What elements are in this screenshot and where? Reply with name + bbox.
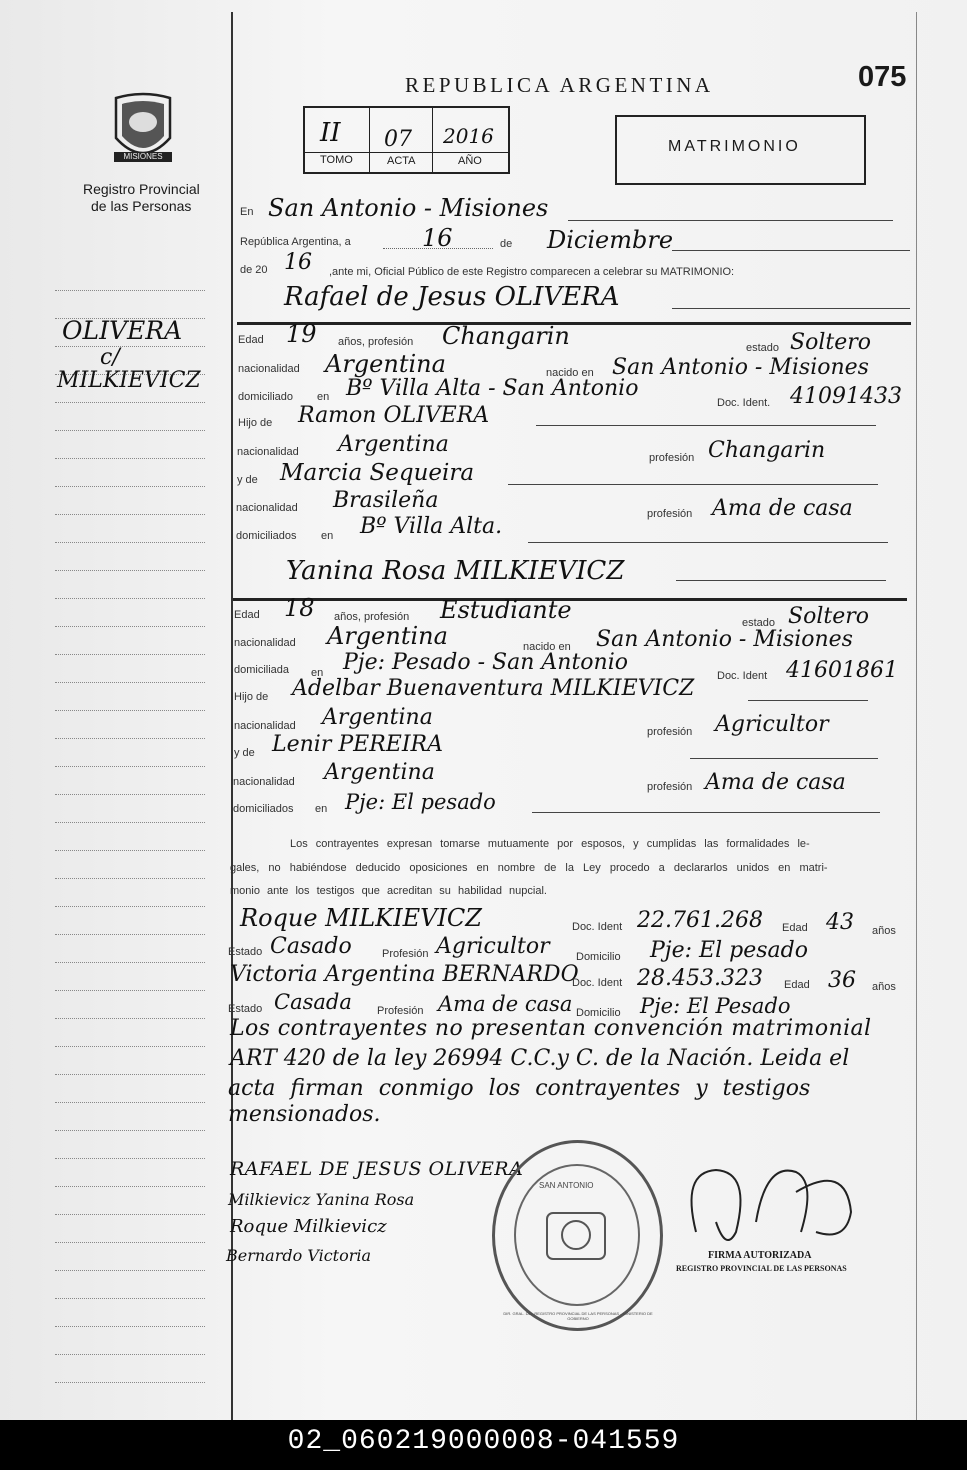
- margin-ruled-line: [55, 1270, 205, 1271]
- country-heading: REPUBLICA ARGENTINA: [405, 73, 714, 97]
- bride-parents-address: Pje: El pesado: [345, 790, 496, 814]
- signature-bride: Milkievicz Yanina Rosa: [228, 1190, 415, 1209]
- bride-mother-profession: Ama de casa: [705, 770, 846, 795]
- bride-mother-nat-label: nacionalidad: [233, 776, 295, 788]
- bride-mother-nationality: Argentina: [324, 760, 435, 785]
- groom-father-label: Hijo de: [238, 417, 273, 429]
- groom-domicile-label: domiciliado: [238, 391, 294, 403]
- groom-born-in: San Antonio - Misiones: [612, 355, 869, 380]
- margin-note-line2: c/: [100, 345, 120, 370]
- margin-ruled-line: [55, 1242, 205, 1243]
- margin-ruled-line: [55, 458, 205, 459]
- stamp-center-text: SAN ANTONIO: [539, 1181, 594, 1190]
- margin-ruled-line: [55, 710, 205, 711]
- witness1-doc-label: Doc. Ident: [572, 921, 623, 933]
- bride-nationality-label: nacionalidad: [234, 637, 296, 649]
- groom-profession-label: años, profesión: [338, 336, 414, 348]
- bride-father-nationality: Argentina: [322, 705, 433, 730]
- margin-ruled-line: [55, 1046, 205, 1047]
- margin-note-line3: MILKIEVICZ: [57, 368, 201, 393]
- groom-mother-prof-label: profesión: [647, 508, 693, 520]
- acta-label: ACTA: [387, 155, 416, 167]
- bride-father-prof-label: profesión: [647, 726, 693, 738]
- bride-parents-domicile-en: en: [315, 803, 328, 815]
- witness1-estado: Casado: [270, 934, 352, 959]
- bride-mother-line: [690, 758, 878, 759]
- year-value: 16: [284, 250, 312, 275]
- witness1-doc: 22.761.268: [637, 908, 763, 933]
- witness1-edad-label: Edad: [782, 922, 808, 934]
- month: Diciembre: [547, 226, 674, 254]
- declaration-line2: gales, no habiéndose deducido oposiciones en nombre de la Ley procedo a declararlos unidos en matri-: [230, 862, 828, 874]
- bride-estado-label: estado: [742, 617, 776, 629]
- bride-nationality: Argentina: [327, 622, 448, 650]
- groom-address: Bº Villa Alta - San Antonio: [346, 376, 639, 401]
- republica-label: República Argentina, a: [240, 236, 351, 248]
- groom-parents-address: Bº Villa Alta.: [360, 514, 503, 539]
- groom-name: Rafael de Jesus OLIVERA: [284, 282, 620, 312]
- official-signature-icon: [676, 1152, 866, 1262]
- bride-parents-address-line: [532, 812, 880, 813]
- bride-domicile-en: en: [311, 667, 324, 679]
- margin-ruled-line: [55, 598, 205, 599]
- notes-line3: acta firman conmigo los contrayentes y testigos: [228, 1076, 811, 1101]
- witness2-estado: Casada: [274, 990, 352, 1014]
- signature-witness1: Roque Milkievicz: [230, 1216, 387, 1237]
- margin-ruled-line: [55, 934, 205, 935]
- margin-ruled-line: [55, 1214, 205, 1215]
- witness2-dom-label: Domicilio: [576, 1007, 621, 1019]
- margin-ruled-line: [55, 654, 205, 655]
- groom-mother-line: [508, 484, 878, 485]
- groom-parents-domicile-label: domiciliados: [236, 530, 297, 542]
- groom-father-nationality: Argentina: [338, 432, 449, 457]
- bride-father-line: [748, 700, 868, 701]
- margin-ruled-line: [55, 1354, 205, 1355]
- groom-nationality: Argentina: [325, 350, 446, 378]
- bride-profession: Estudiante: [440, 596, 572, 624]
- bride-father-label: Hijo de: [234, 691, 269, 703]
- registration-box-sep1: [369, 108, 370, 172]
- witness2-address: Pje: El Pesado: [640, 994, 791, 1018]
- margin-ruled-line: [55, 570, 205, 571]
- margin-ruled-line: [55, 1130, 205, 1131]
- margin-ruled-line: [55, 1382, 205, 1383]
- acta-value: 07: [384, 127, 412, 152]
- witness1-address: Pje: El pesado: [650, 938, 808, 963]
- signature-witness2: Bernardo Victoria: [226, 1246, 372, 1265]
- witness1-name: Roque MILKIEVICZ: [240, 904, 482, 932]
- witness1-dom-label: Domicilio: [576, 951, 621, 963]
- margin-note-line1: OLIVERA: [62, 316, 183, 345]
- bride-born-in: San Antonio - Misiones: [596, 627, 853, 652]
- witness2-edad-label: Edad: [784, 979, 810, 991]
- bride-edad-label: Edad: [234, 609, 260, 621]
- notes-line2: ART 420 de la ley 26994 C.C.y C. de la Nación. Leida el: [230, 1046, 850, 1071]
- notes-line4: mensionados.: [228, 1102, 381, 1127]
- groom-section-rule: [237, 322, 911, 325]
- bride-doc: 41601861: [786, 658, 898, 683]
- margin-ruled-line: [55, 738, 205, 739]
- margin-ruled-line: [55, 430, 205, 431]
- groom-nationality-label: nacionalidad: [238, 363, 300, 375]
- margin-ruled-line: [55, 1326, 205, 1327]
- margin-ruled-line: [55, 486, 205, 487]
- witness2-estado-label: Estado: [228, 1003, 263, 1015]
- bride-name: Yanina Rosa MILKIEVICZ: [286, 556, 625, 586]
- groom-born-label: nacido en: [546, 367, 594, 379]
- groom-father: Ramon OLIVERA: [298, 403, 490, 428]
- document-code-footer: 02_060219000008-041559: [0, 1420, 967, 1470]
- day: 16: [422, 224, 453, 252]
- margin-ruled-line: [55, 514, 205, 515]
- groom-mother-nationality: Brasileña: [333, 488, 439, 513]
- right-margin-rule: [916, 12, 917, 1420]
- witness2-name: Victoria Argentina BERNARDO: [230, 962, 579, 987]
- margin-ruled-line: [55, 1074, 205, 1075]
- margin-ruled-line: [55, 346, 205, 347]
- official-stamp-line2: REGISTRO PROVINCIAL DE LAS PERSONAS: [676, 1264, 847, 1273]
- de-label: de: [500, 238, 513, 250]
- margin-ruled-line: [55, 794, 205, 795]
- declaration-line1: Los contrayentes expresan tomarse mutuamente por esposos, y cumplidas las formalidades le-: [290, 838, 810, 850]
- margin-ruled-line: [55, 1158, 205, 1159]
- registry-round-stamp: [492, 1140, 663, 1331]
- notes-line1: Los contrayentes no presentan convención matrimonial: [230, 1016, 872, 1041]
- declaration-line3: monio ante los testigos que acreditan su habilidad nupcial.: [230, 885, 547, 897]
- signature-groom: RAFAEL DE JESUS OLIVERA: [230, 1158, 524, 1180]
- groom-edad-label: Edad: [238, 334, 264, 346]
- registration-box-sep2: [432, 108, 433, 172]
- registration-box-divider: [303, 152, 508, 153]
- registry-name-line1: Registro Provincial: [83, 181, 200, 197]
- bride-father-nat-label: nacionalidad: [234, 720, 296, 732]
- bride-name-line: [676, 580, 886, 581]
- witness2-prof-label: Profesión: [377, 1005, 424, 1017]
- witness1-estado-label: Estado: [228, 946, 263, 958]
- anio-value: 2016: [443, 124, 494, 148]
- margin-ruled-line: [55, 1186, 205, 1187]
- bride-parents-domicile-label: domiciliados: [233, 803, 294, 815]
- page-number: 075: [858, 61, 907, 93]
- margin-ruled-line: [55, 990, 205, 991]
- groom-mother: Marcia Sequeira: [280, 460, 475, 486]
- witness2-age: 36: [828, 968, 856, 993]
- margin-ruled-line: [55, 290, 205, 291]
- bride-father: Adelbar Buenaventura MILKIEVICZ: [292, 676, 695, 701]
- witness2-profession: Ama de casa: [438, 992, 573, 1016]
- bride-domicile-label: domiciliada: [234, 664, 290, 676]
- year-label: de 20: [240, 264, 268, 276]
- stamp-ring-icon: [495, 1143, 660, 1328]
- bride-father-profession: Agricultor: [715, 712, 829, 737]
- tomo-value: II: [320, 118, 341, 148]
- bride-estado: Soltero: [788, 604, 869, 629]
- bride-profession-label: años, profesión: [334, 611, 410, 623]
- bride-born-label: nacido en: [523, 641, 571, 653]
- seal-caption: MISIONES: [123, 152, 163, 161]
- margin-ruled-line: [55, 542, 205, 543]
- groom-mother-label: y de: [237, 474, 258, 486]
- margin-ruled-line: [55, 1102, 205, 1103]
- witness2-anios-label: años: [872, 981, 896, 993]
- place-line: [568, 220, 893, 221]
- margin-ruled-line: [55, 626, 205, 627]
- margin-ruled-line: [55, 1018, 205, 1019]
- act-type: MATRIMONIO: [668, 138, 801, 155]
- anio-label: AÑO: [458, 155, 482, 167]
- groom-mother-nat-label: nacionalidad: [236, 502, 298, 514]
- stamp-ring-text: DIR. GRAL. DEL REGISTRO PROVINCIAL DE LAS PERSONAS - MINISTERIO DE GOBIERNO: [503, 1311, 653, 1321]
- groom-father-nat-label: nacionalidad: [237, 446, 299, 458]
- bride-mother: Lenir PEREIRA: [272, 732, 443, 757]
- intro-sentence: ,ante mi, Oficial Público de este Registro comparecen a celebrar su MATRIMONIO:: [329, 266, 735, 278]
- groom-father-line: [536, 425, 876, 426]
- bride-age: 18: [284, 594, 315, 622]
- groom-father-profession: Changarin: [708, 438, 826, 463]
- en-label: En: [240, 206, 254, 218]
- groom-mother-profession: Ama de casa: [712, 496, 853, 521]
- margin-ruled-line: [55, 1298, 205, 1299]
- witness1-profession: Agricultor: [436, 934, 550, 959]
- groom-doc: 41091433: [790, 384, 902, 409]
- bride-mother-prof-label: profesión: [647, 781, 693, 793]
- groom-doc-label: Doc. Ident.: [717, 397, 771, 409]
- margin-ruled-line: [55, 766, 205, 767]
- margin-ruled-line: [55, 850, 205, 851]
- margin-ruled-line: [55, 878, 205, 879]
- official-stamp-line1: FIRMA AUTORIZADA: [708, 1250, 812, 1261]
- registry-name-line2: de las Personas: [91, 198, 192, 214]
- tomo-label: TOMO: [320, 154, 353, 166]
- groom-father-prof-label: profesión: [649, 452, 695, 464]
- witness2-doc-label: Doc. Ident: [572, 977, 623, 989]
- witness1-age: 43: [826, 910, 854, 935]
- margin-ruled-line: [55, 682, 205, 683]
- witness1-anios-label: años: [872, 925, 896, 937]
- margin-ruled-line: [55, 906, 205, 907]
- groom-estado: Soltero: [790, 330, 871, 355]
- margin-ruled-line: [55, 962, 205, 963]
- month-line: [672, 250, 910, 251]
- bride-address: Pje: Pesado - San Antonio: [343, 650, 628, 675]
- groom-parents-address-line: [528, 542, 888, 543]
- margin-ruled-line: [55, 822, 205, 823]
- witness1-prof-label: Profesión: [382, 948, 429, 960]
- witness2-doc: 28.453.323: [637, 966, 763, 991]
- groom-domicile-en: en: [317, 391, 330, 403]
- groom-parents-domicile-en: en: [321, 530, 334, 542]
- bride-doc-label: Doc. Ident: [717, 670, 768, 682]
- groom-age: 19: [286, 320, 317, 348]
- bride-mother-label: y de: [234, 747, 255, 759]
- place: San Antonio - Misiones: [268, 194, 549, 222]
- groom-profession: Changarin: [442, 322, 570, 350]
- margin-ruled-line: [55, 402, 205, 403]
- groom-estado-label: estado: [746, 342, 780, 354]
- groom-name-line: [672, 308, 910, 309]
